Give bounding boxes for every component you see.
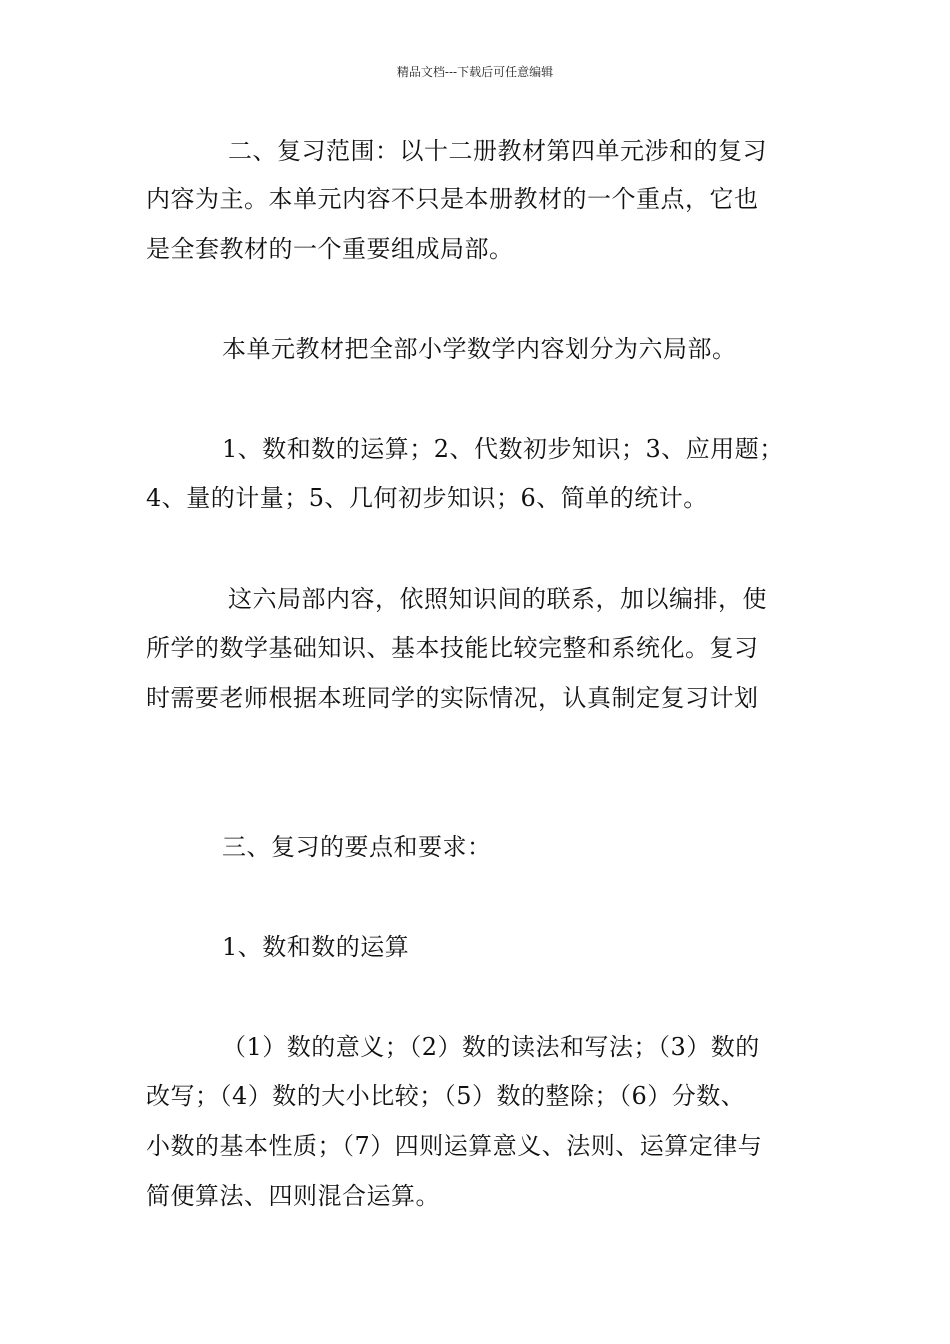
paragraph-line: 所学的数学基础知识、基本技能比较完整和系统化。复习: [146, 634, 759, 662]
paragraph-line: 4、量的计量；5、几何初步知识；6、简单的统计。: [146, 484, 708, 512]
paragraph-line: 内容为主。本单元内容不只是本册教材的一个重点，它也: [146, 185, 759, 213]
paragraph-line: 时需要老师根据本班同学的实际情况，认真制定复习计划: [146, 684, 759, 712]
paragraph-line: 二、复习范围：以十二册教材第四单元涉和的复习: [228, 137, 767, 165]
paragraph-line: 改写；（4）数的大小比较；（5）数的整除；（6）分数、: [146, 1082, 746, 1110]
section-heading: 三、复习的要点和要求：: [222, 833, 492, 861]
paragraph-line: 小数的基本性质；（7）四则运算意义、法则、运算定律与: [146, 1132, 763, 1160]
subsection-heading: 1、数和数的运算: [222, 933, 410, 961]
paragraph-line: 简便算法、四则混合运算。: [146, 1182, 440, 1210]
paragraph-line: 1、数和数的运算；2、代数初步知识；3、应用题；: [222, 435, 784, 463]
paragraph-line: 本单元教材把全部小学数学内容划分为六局部。: [222, 335, 737, 363]
paragraph-line: 是全套教材的一个重要组成局部。: [146, 235, 514, 263]
page-header: 精品文档---下载后可任意编辑: [396, 65, 554, 79]
paragraph-line: （1）数的意义；（2）数的读法和写法；（3）数的: [222, 1033, 760, 1061]
paragraph-line: 这六局部内容，依照知识间的联系，加以编排，使: [228, 585, 767, 613]
